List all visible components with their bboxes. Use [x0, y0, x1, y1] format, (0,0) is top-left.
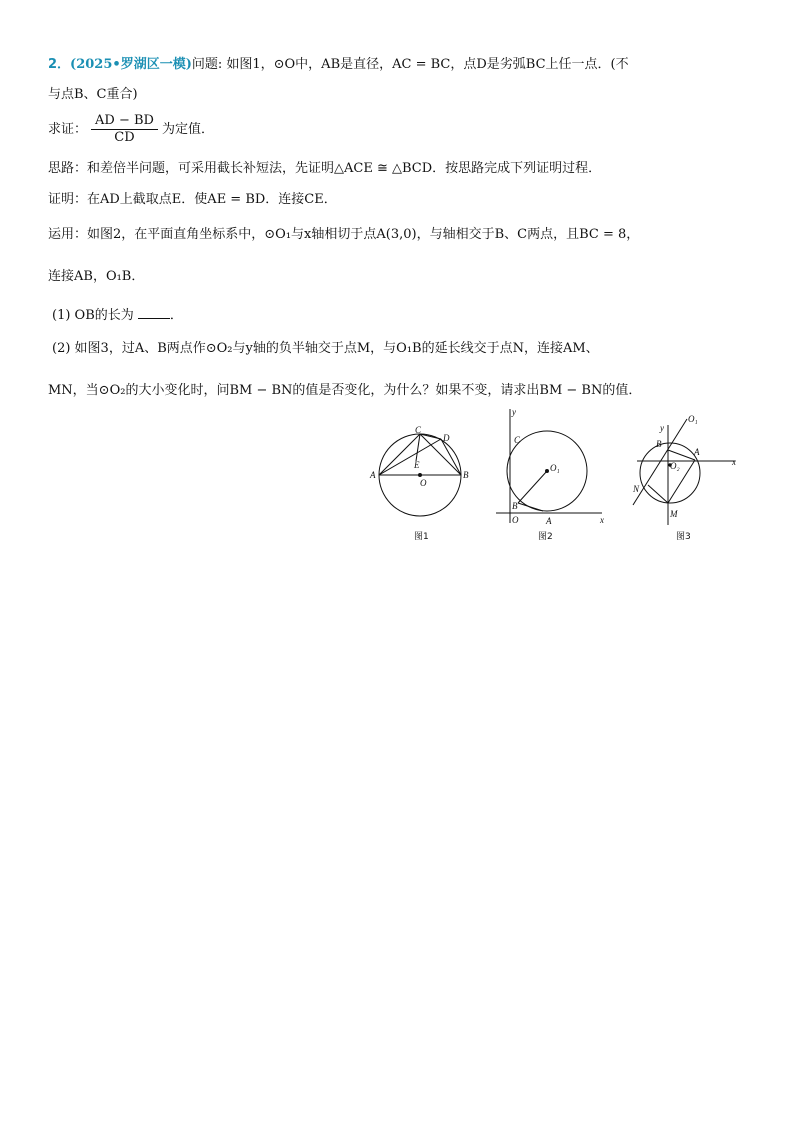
fig3-caption: 图3 [676, 532, 691, 542]
fig1-segment-db [441, 439, 461, 475]
fig1-label-o: O [420, 478, 427, 488]
fig2-center-dot [546, 470, 549, 473]
fig3-label-b: B [656, 439, 662, 449]
fig2-label-o1: O₁ [550, 463, 560, 473]
fig2-caption: 图2 [538, 532, 553, 542]
question-1 [52, 306, 762, 325]
fig1-label-e: E [414, 460, 420, 470]
fig1-label-b: B [463, 470, 469, 480]
question-1-text: (1) OB的长为 [52, 308, 134, 323]
fig3-label-n: N [633, 484, 640, 494]
question-2-text-2: MN，当⊙O₂的大小变化时，问BM − BN的值是否变化，为什么？如果不变，请求出BM − BN的值． [48, 383, 642, 398]
fraction-denominator: CD [114, 130, 135, 145]
fraction [91, 113, 158, 146]
proof-line [48, 191, 758, 209]
idea-line [48, 160, 758, 178]
fraction-numerator: AD − BD [91, 113, 158, 130]
fig3-label-a: A [694, 447, 700, 457]
answer-blank[interactable] [138, 306, 170, 319]
fig2-label-o: O [512, 515, 519, 525]
figure-1 [379, 434, 461, 516]
problem-statement: 问题: 如图1，⊙O中，AB是直径，AC = BC，点D是劣弧BC上任一点．(不 [191, 57, 629, 72]
question-1-end: ． [169, 308, 183, 323]
fig3-label-o2: O₂ [670, 461, 680, 471]
problem-source: (2025•罗湖区一模) [70, 57, 192, 72]
prove-line [48, 112, 758, 148]
fig1-label-c: C [415, 425, 422, 435]
problem-line-2 [48, 86, 758, 104]
fig3-label-y: y [660, 423, 664, 433]
fig2-label-x: x [600, 515, 604, 525]
fig1-segment-cb [420, 434, 461, 475]
figure-3 [633, 419, 735, 525]
prove-tail: 为定值． [161, 122, 214, 137]
question-2-line-1 [52, 340, 762, 358]
problem-line-1 [48, 56, 758, 74]
problem-number: 2． [48, 57, 71, 72]
prove-label: 求证： [48, 122, 88, 137]
fig2-segment-o1b [518, 471, 547, 503]
apply-line-1 [48, 226, 758, 244]
fig1-caption: 图1 [414, 532, 429, 542]
fig2-label-b: B [512, 501, 518, 511]
figures [360, 405, 760, 550]
apply-line-2 [48, 268, 758, 286]
fig2-label-a: A [546, 516, 552, 526]
apply-text-1: 运用：如图2，在平面直角坐标系中，⊙O₁与x轴相切于点A(3,0)，与轴相交于B、C两点，且BC = 8， [48, 227, 640, 242]
problem-statement-cont: 与点B、C重合) [48, 87, 138, 102]
fig2-segment-ba [518, 503, 543, 511]
fig3-label-o1: O₁ [688, 414, 698, 424]
fig3-label-x: x [732, 457, 736, 467]
fig2-label-c: C [514, 435, 521, 445]
fig3-label-m: M [670, 509, 678, 519]
proof-text: 证明：在AD上截取点E．使AE = BD．连接CE． [48, 192, 337, 207]
fig1-label-d: D [443, 433, 450, 443]
fig3-circle [640, 443, 700, 503]
question-2-line-2 [48, 382, 758, 400]
apply-text-2: 连接AB，O₁B． [48, 269, 145, 284]
fig1-label-a: A [370, 470, 376, 480]
question-2-text-1: (2) 如图3，过A、B两点作⊙O₂与y轴的负半轴交于点M，与O₁B的延长线交于点N，连接AM、 [52, 341, 599, 356]
fig2-label-y: y [512, 407, 516, 417]
fig1-center-dot [419, 474, 422, 477]
idea-text: 思路：和差倍半问题，可采用截长补短法，先证明△ACE ≅ △BCD．按思路完成下列证明过程． [48, 161, 602, 176]
